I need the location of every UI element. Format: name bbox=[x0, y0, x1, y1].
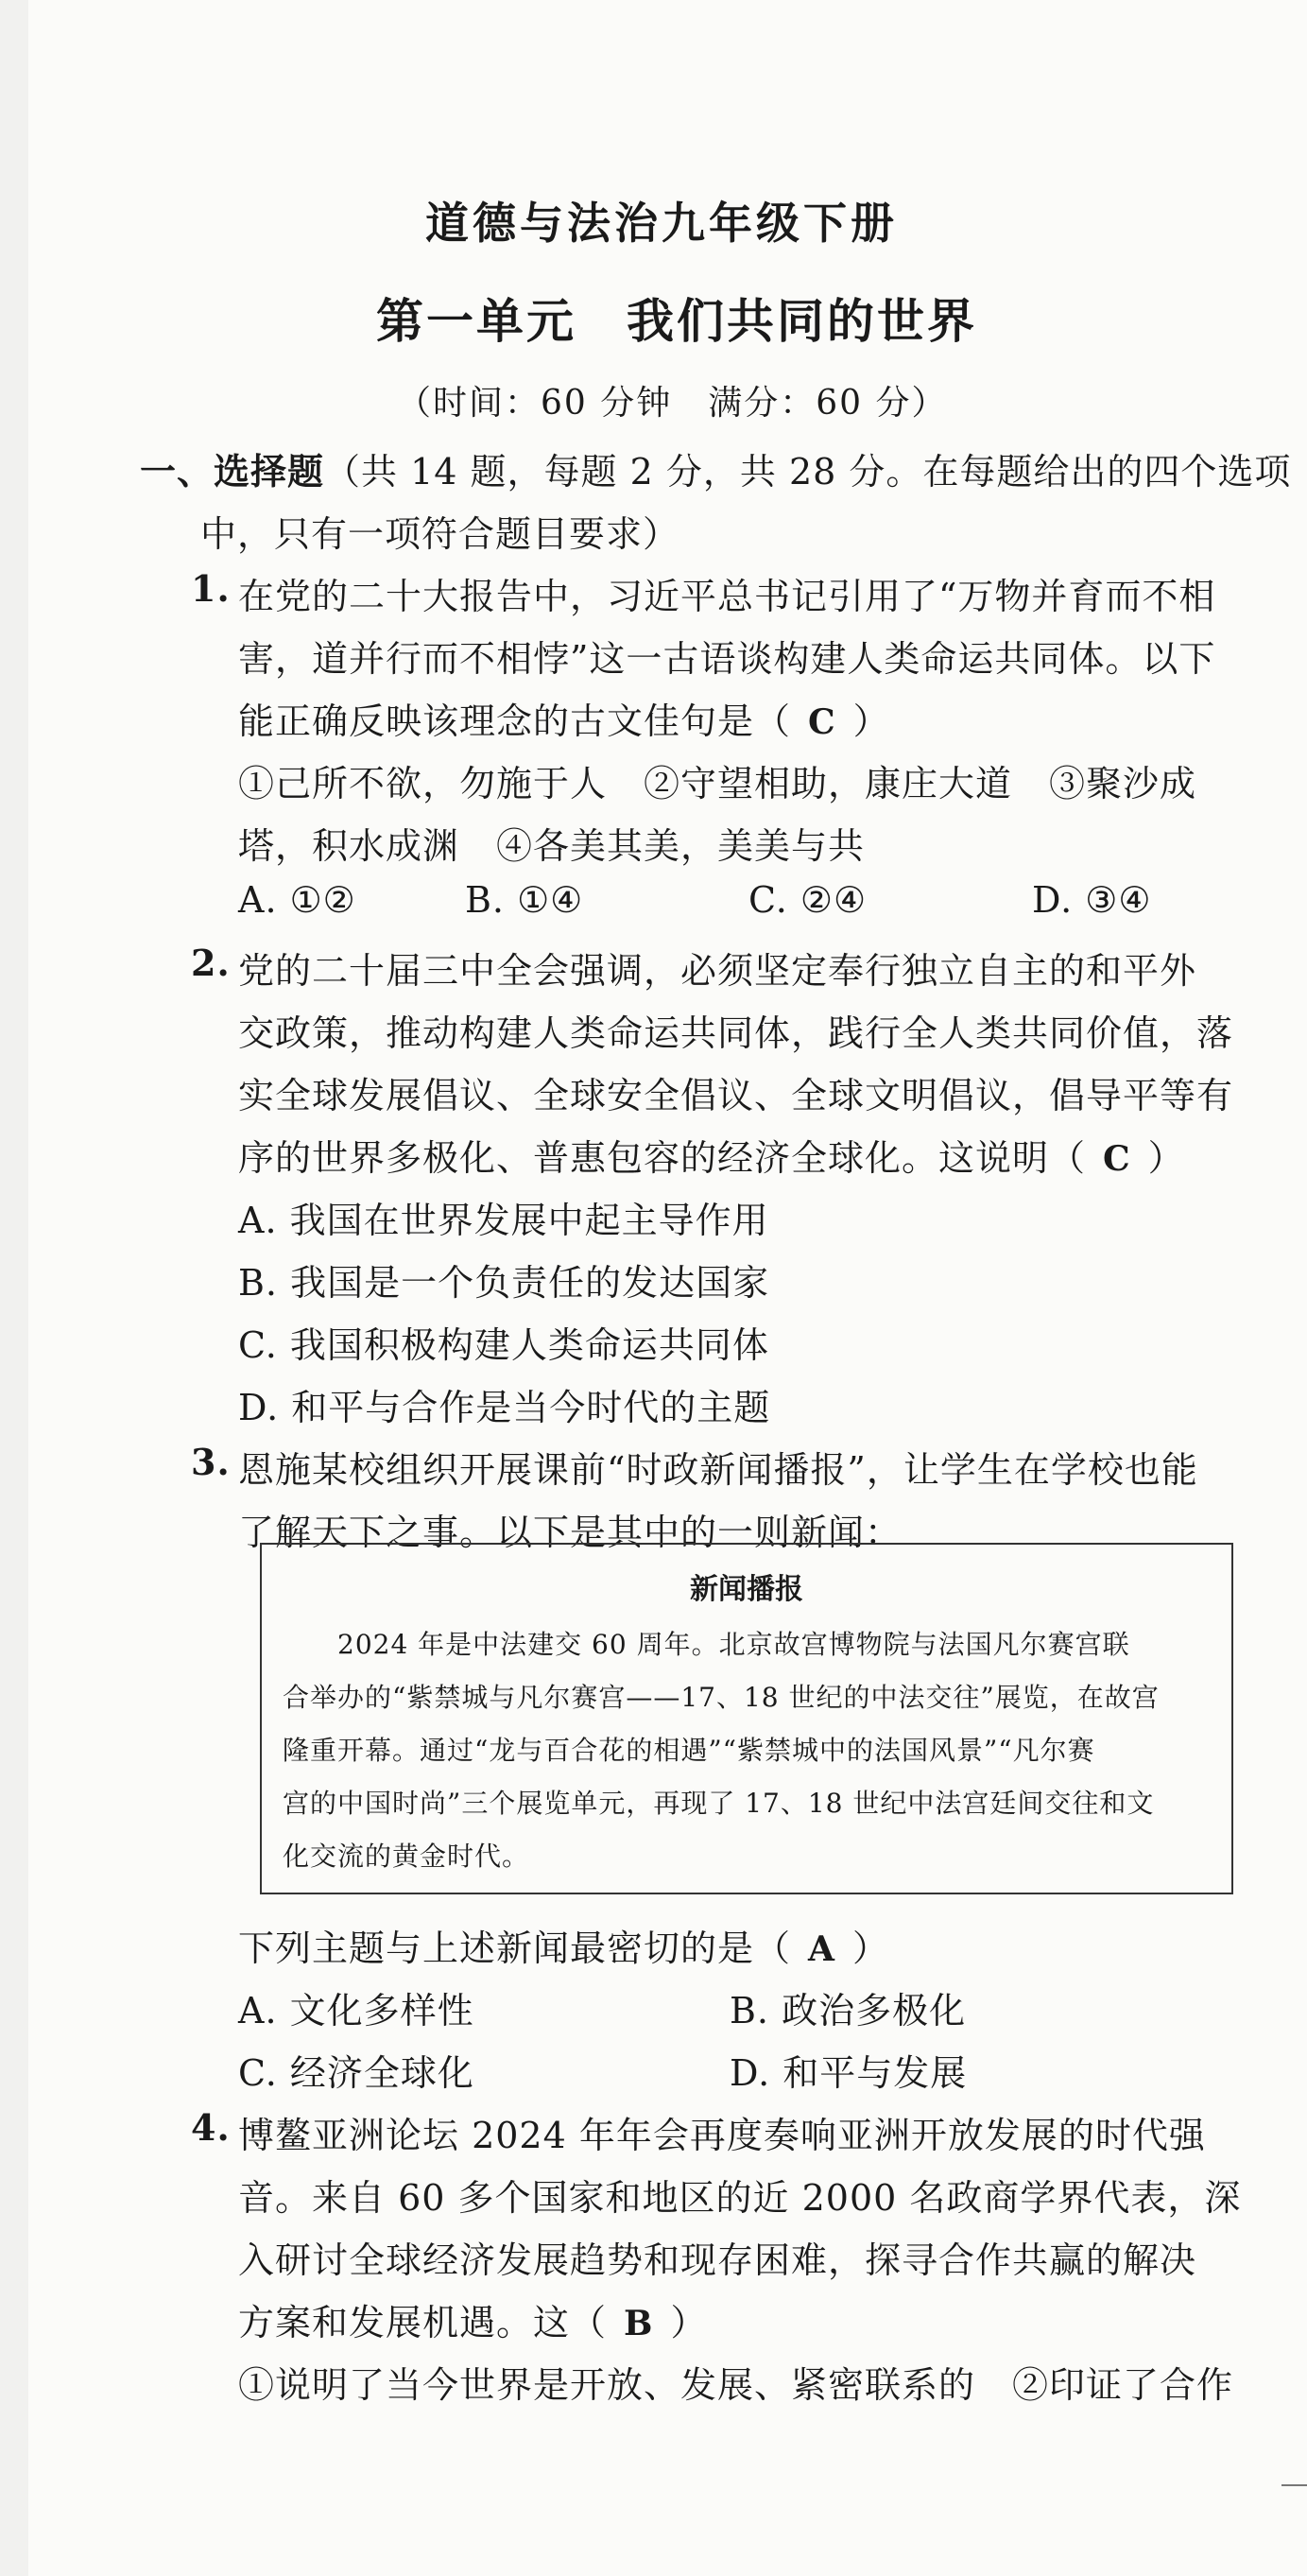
section-desc: （共 14 题，每题 2 分，共 28 分。在每题给出的四个选项 bbox=[324, 451, 1292, 493]
q2-bracket: ） bbox=[1147, 1137, 1185, 1179]
q3-bracket: ） bbox=[851, 1928, 889, 1969]
q3-stem-line: 了解天下之事。以下是其中的一则新闻： bbox=[238, 1512, 903, 1553]
q1-stem-text: 能正确反映该理念的古文佳句是（ bbox=[238, 700, 792, 742]
page-edge-mark bbox=[1281, 2484, 1307, 2486]
q1-number: 1. bbox=[191, 567, 231, 610]
q1-option-d: D. ③④ bbox=[1032, 879, 1152, 921]
q2-option-a: A. 我国在世界发展中起主导作用 bbox=[238, 1200, 769, 1241]
news-line: 2024 年是中法建交 60 周年。北京故宫博物院与法国凡尔赛宫联 bbox=[337, 1629, 1130, 1660]
q1-answer: C bbox=[808, 702, 836, 742]
q2-option-d: D. 和平与合作是当今时代的主题 bbox=[238, 1387, 771, 1428]
q4-stem-line: 博鳌亚洲论坛 2024 年年会再度奏响亚洲开放发展的时代强 bbox=[238, 2115, 1206, 2156]
exam-time: （时间：60 分钟 满分：60 分） bbox=[397, 384, 948, 423]
q2-stem-line: 交政策，推动构建人类命运共同体，践行全人类共同价值，落 bbox=[238, 1012, 1234, 1054]
q3-option-d: D. 和平与发展 bbox=[730, 2052, 968, 2094]
q1-bracket: ） bbox=[852, 700, 890, 742]
q3-stem-line: 恩施某校组织开展课前“时政新闻播报”，让学生在学校也能 bbox=[238, 1449, 1198, 1491]
news-line: 化交流的黄金时代。 bbox=[283, 1841, 530, 1872]
q3-question bbox=[238, 1919, 889, 1971]
q3-stem-text: 下列主题与上述新闻最密切的是（ bbox=[238, 1928, 792, 1969]
section-heading: 一、选择题 bbox=[140, 450, 325, 493]
q1-stem-line: 害，道并行而不相悖”这一古语谈构建人类命运共同体。以下 bbox=[238, 638, 1216, 680]
q2-stem-line: 实全球发展倡议、全球安全倡议、全球文明倡议，倡导平等有 bbox=[238, 1075, 1234, 1116]
q1-stem-line bbox=[238, 692, 890, 744]
q1-option-b: B. ①④ bbox=[465, 879, 584, 921]
news-title: 新闻播报 bbox=[690, 1573, 803, 1606]
section-line-2: 中，只有一项符合题目要求） bbox=[200, 513, 680, 555]
q4-stem-text: 方案和发展机遇。这（ bbox=[238, 2302, 608, 2343]
q3-option-b: B. 政治多极化 bbox=[730, 1990, 967, 2031]
q2-option-b: B. 我国是一个负责任的发达国家 bbox=[238, 1262, 770, 1304]
news-line: 隆重开幕。通过“龙与百合花的相遇”“紫禁城中的法国风景”“凡尔赛 bbox=[283, 1735, 1095, 1766]
news-line: 宫的中国时尚”三个展览单元，再现了 17、18 世纪中法宫廷间交往和文 bbox=[283, 1788, 1155, 1819]
q3-number: 3. bbox=[191, 1441, 231, 1483]
q4-stem-line: 入研讨全球经济发展趋势和现存困难，探寻合作共赢的解决 bbox=[238, 2239, 1197, 2281]
q4-answer: B bbox=[624, 2304, 654, 2343]
q1-statements: ①己所不欲，勿施于人 ②守望相助，康庄大道 ③聚沙成 bbox=[238, 763, 1197, 804]
section-line-1 bbox=[140, 442, 1291, 494]
page bbox=[28, 0, 1307, 2576]
q3-answer: A bbox=[808, 1929, 835, 1969]
q2-option-c: C. 我国积极构建人类命运共同体 bbox=[238, 1324, 769, 1366]
unit-title: 第一单元 我们共同的世界 bbox=[376, 293, 977, 349]
q2-stem-line: 党的二十届三中全会强调，必须坚定奉行独立自主的和平外 bbox=[238, 950, 1197, 992]
news-line: 合举办的“紫禁城与凡尔赛宫——17、18 世纪的中法交往”展览，在故宫 bbox=[283, 1682, 1160, 1713]
q2-stem-text: 序的世界多极化、普惠包容的经济全球化。这说明（ bbox=[238, 1137, 1087, 1179]
q4-stem-line: 音。来自 60 多个国家和地区的近 2000 名政商学界代表，深 bbox=[238, 2177, 1242, 2219]
q1-statements: 塔，积水成渊 ④各美其美，美美与共 bbox=[238, 825, 866, 867]
q2-number: 2. bbox=[191, 942, 231, 984]
q1-stem-line: 在党的二十大报告中，习近平总书记引用了“万物并育而不相 bbox=[238, 576, 1216, 617]
book-title: 道德与法治九年级下册 bbox=[425, 198, 898, 249]
q1-option-a: A. ①② bbox=[238, 879, 356, 921]
q4-stem-line bbox=[238, 2293, 707, 2345]
q2-answer: C bbox=[1103, 1139, 1131, 1179]
q1-option-c: C. ②④ bbox=[748, 879, 868, 921]
news-box bbox=[260, 1543, 1233, 1894]
q3-option-c: C. 经济全球化 bbox=[238, 2052, 474, 2094]
q4-number: 4. bbox=[191, 2106, 231, 2149]
q4-statements: ①说明了当今世界是开放、发展、紧密联系的 ②印证了合作 bbox=[238, 2364, 1234, 2406]
q3-option-a: A. 文化多样性 bbox=[238, 1990, 474, 2031]
q4-bracket: ） bbox=[670, 2302, 708, 2343]
q2-stem-line bbox=[238, 1129, 1185, 1181]
